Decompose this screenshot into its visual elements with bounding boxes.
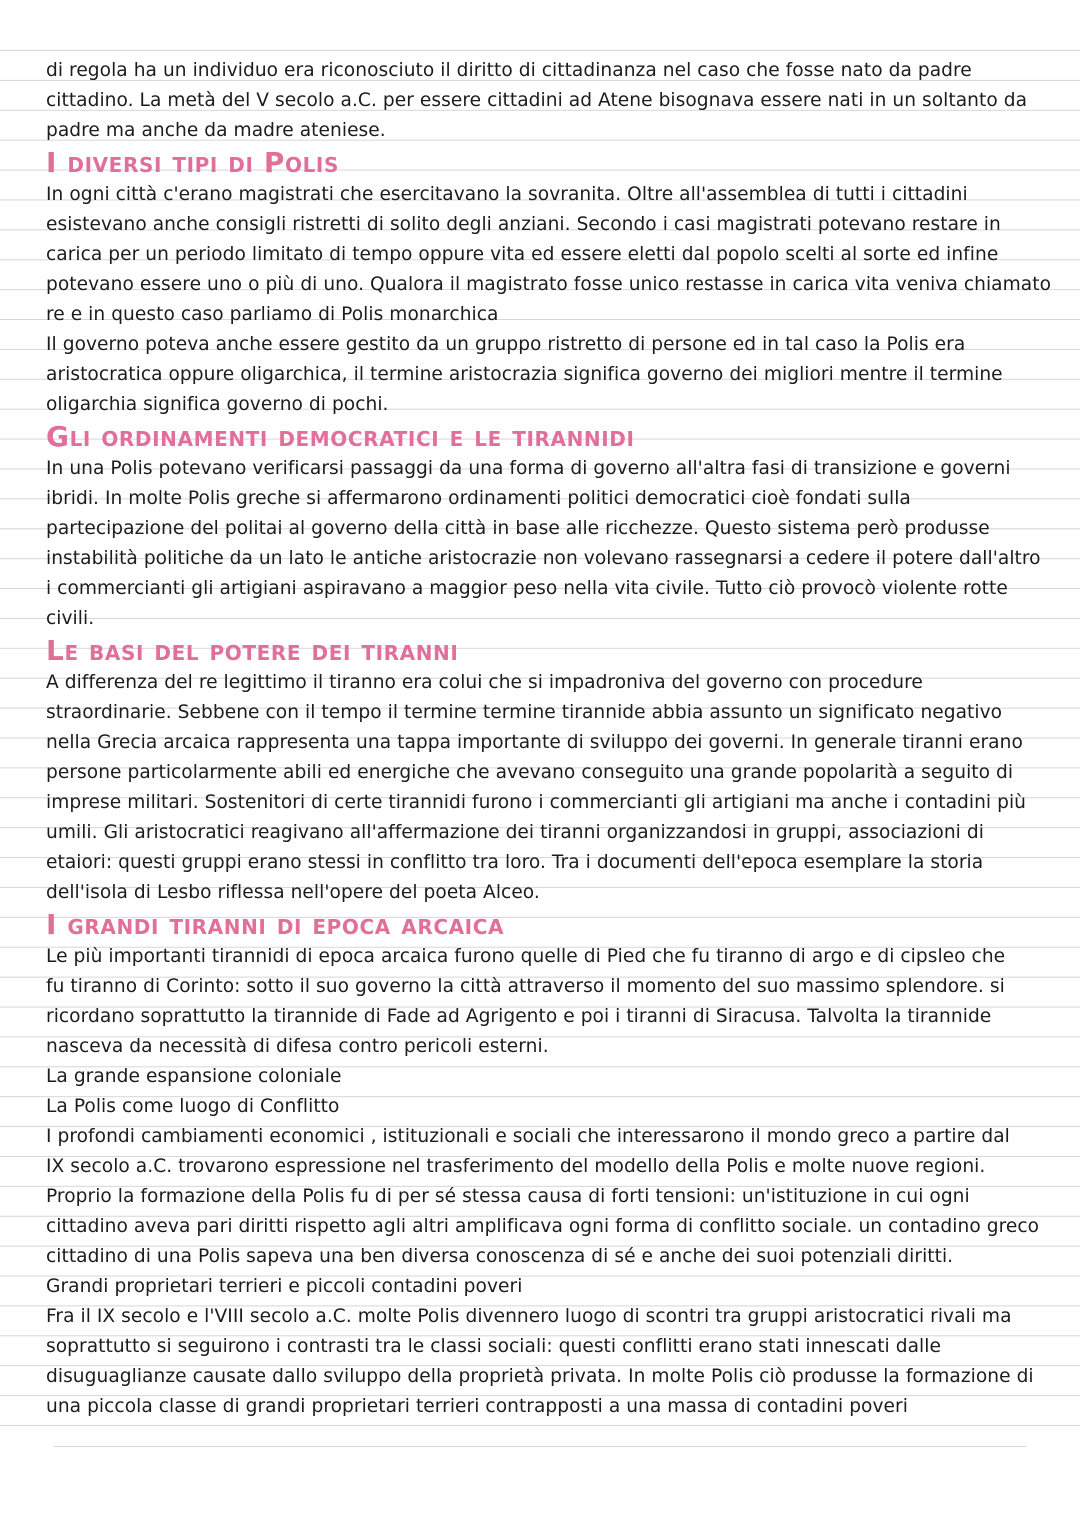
text-line: IX secolo a.C. trovarono espressione nel trasferimento del modello della Polis e molte nuove regioni. [46,1156,986,1177]
text-line: etaiori: questi gruppi erano stessi in conflitto tra loro. Tra i documenti dell'epoca esemplare la storia [46,852,984,873]
text-line: imprese militari. Sostenitori di certe tirannidi furono i commercianti gli artigiani ma anche i contadini più [46,792,1027,813]
text-line: aristocratica oppure oligarchica, il termine aristocrazia significa governo dei migliori mentre il termine [46,364,1003,385]
section-heading: I diversi tipi di Polis [46,146,339,179]
text-line: potevano essere uno o più di uno. Qualora il magistrato fosse unico restasse in carica vita veniva chiamato [46,274,1051,295]
text-line: disuguaglianze causate dallo sviluppo della proprietà privata. In molte Polis ciò produsse la formazione di [46,1366,1034,1387]
text-line: soprattutto si seguirono i contrasti tra le classi sociali: questi conflitti erano stati innescati dalle [46,1336,941,1357]
text-line: esistevano anche consigli ristretti di solito degli anziani. Secondo i casi magistrati potevano restare in [46,214,1001,235]
section-heading: Gli ordinamenti democratici e le tirannidi [46,420,635,453]
text-line: re e in questo caso parliamo di Polis monarchica [46,304,499,325]
text-line: padre ma anche da madre ateniese. [46,120,386,141]
text-line: I profondi cambiamenti economici , istituzionali e sociali che interessarono il mondo greco a partire dal [46,1126,1010,1147]
text-line: straordinarie. Sebbene con il tempo il termine termine tirannide abbia assunto un significato negativo [46,702,1003,723]
section-body [46,180,1058,420]
section-body [46,942,1058,1422]
text-line: Il governo poteva anche essere gestito da un gruppo ristretto di persone ed in tal caso la Polis era [46,334,966,355]
text-line: A differenza del re legittimo il tiranno era colui che si impadroniva del governo con procedure [46,672,923,693]
text-line: i commercianti gli artigiani aspiravano a maggior peso nella vita civile. Tutto ciò provocò violente rotte [46,578,1008,599]
section-body [46,668,1058,908]
text-line: cittadino. La metà del V secolo a.C. per essere cittadini ad Atene bisognava essere nati in un soltanto da [46,90,1028,111]
section-heading: I grandi tiranni di epoca arcaica [46,908,505,941]
text-line: instabilità politiche da un lato le antiche aristocrazie non volevano rassegnarsi a cedere il potere dall'altro [46,548,1041,569]
text-line: Fra il IX secolo e l'VIII secolo a.C. molte Polis divennero luogo di scontri tra gruppi aristocratici rivali ma [46,1306,1012,1327]
text-line: In una Polis potevano verificarsi passaggi da una forma di governo all'altra fasi di transizione e governi [46,458,1011,479]
text-line: ibridi. In molte Polis greche si affermarono ordinamenti politici democratici cioè fondati sulla [46,488,911,509]
text-line: di regola ha un individuo era riconosciuto il diritto di cittadinanza nel caso che fosse nato da padre [46,60,972,81]
text-line: fu tiranno di Corinto: sotto il suo governo la città attraverso il momento del suo massimo splendore. si [46,976,1005,997]
section-heading: Le basi del potere dei tiranni [46,634,459,667]
text-line: La Polis come luogo di Conflitto [46,1096,340,1117]
text-line: La grande espansione coloniale [46,1066,342,1087]
text-line: carica per un periodo limitato di tempo oppure vita ed essere eletti dal popolo scelti al sorte ed infine [46,244,999,265]
page-bottom-margin [0,1427,1080,1527]
text-line: Le più importanti tirannidi di epoca arcaica furono quelle di Pied che fu tiranno di argo e di cipsleo che [46,946,1006,967]
text-line: Proprio la formazione della Polis fu di per sé stessa causa di forti tensioni: un'istituzione in cui ogni [46,1186,970,1207]
page-content [46,56,1058,1422]
text-line: oligarchia significa governo di pochi. [46,394,389,415]
text-line: cittadino di una Polis sapeva una ben diversa conoscenza di sé e anche dei suoi potenziali diritti. [46,1246,954,1267]
text-line: Grandi proprietari terrieri e piccoli contadini poveri [46,1276,523,1297]
text-line: cittadino aveva pari diritti rispetto agli altri amplificava ogni forma di conflitto sociale. un contadino greco [46,1216,1040,1237]
intro-paragraph [46,56,1058,146]
section-body [46,454,1058,634]
text-line: dell'isola di Lesbo riflessa nell'opere del poeta Alceo. [46,882,540,903]
text-line: umili. Gli aristocratici reagivano all'affermazione dei tiranni organizzandosi in gruppi, associazioni di [46,822,984,843]
text-line: partecipazione del politai al governo della città in base alle ricchezze. Questo sistema però produsse [46,518,990,539]
text-line: nasceva da necessità di difesa contro pericoli esterni. [46,1036,549,1057]
text-line: ricordano soprattutto la tirannide di Fade ad Agrigento e poi i tiranni di Siracusa. Talvolta la tirannide [46,1006,992,1027]
text-line: una piccola classe di grandi proprietari terrieri contrapposti a una massa di contadini poveri [46,1396,908,1417]
ruled-line [54,1446,1026,1447]
text-line: In ogni città c'erano magistrati che esercitavano la sovranita. Oltre all'assemblea di tutti i cittadini [46,184,968,205]
text-line: persone particolarmente abili ed energiche che avevano conseguito una grande popolarità a seguito di [46,762,1014,783]
text-line: nella Grecia arcaica rappresenta una tappa importante di sviluppo dei governi. In generale tiranni erano [46,732,1023,753]
text-line: civili. [46,608,95,629]
